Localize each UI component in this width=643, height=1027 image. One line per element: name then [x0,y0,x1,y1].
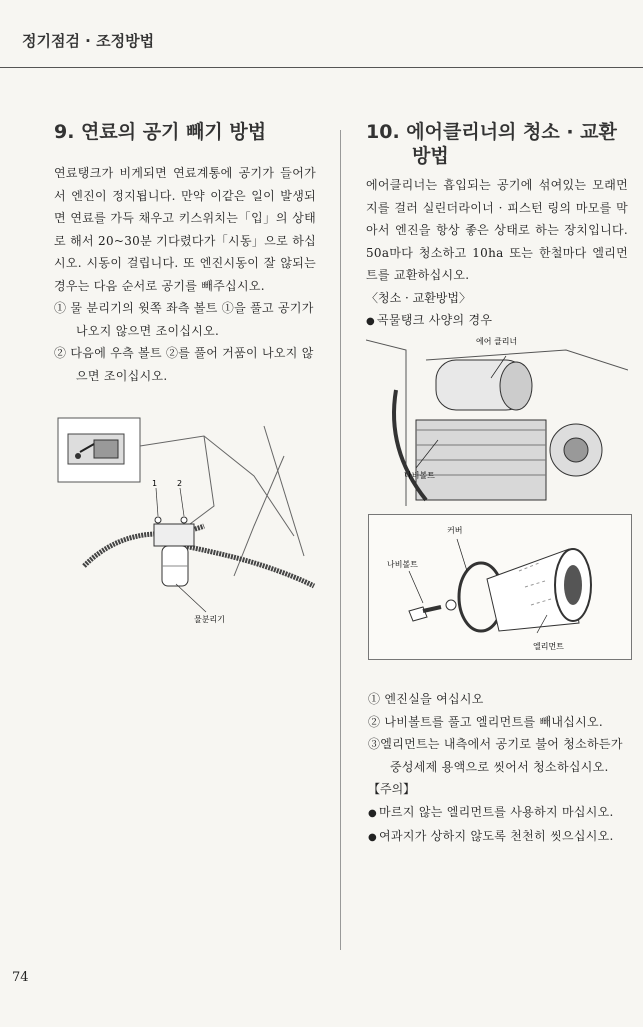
figure-label-2: 2 [177,479,183,488]
left-column [54,120,316,387]
grain-tank-bullet: ● 곡물탱크 사양의 경우 [366,309,628,334]
left-section-title: 9. 연료의 공기 빼기 방법 [54,121,267,143]
left-step-1: ① 물 분리기의 윗쪽 좌측 볼트 ①을 풀고 공기가 나오지 않으면 조이십시오. [54,301,314,338]
air-cleaner-location-figure [366,330,628,506]
right-lower-column [368,688,630,850]
water-separator-caption: 물분리기 [194,615,225,624]
left-intro-text: 연료탱크가 비게되면 연료계통에 공기가 들어가서 엔진이 정지됩니다. 만약 이같은 일이 발생되면 연료를 가득 채우고 키스위치는「입」의 상태로 해서 20~30분 기다렸다가「시동」으로 하십시오. 시동이 걸립니다. 또 엔진시동이 잘 않되는 경우는 다음 순서로 공기를 빼주십시오. [54,166,316,293]
header-divider [0,67,643,68]
right-intro-text: 에어클리너는 흡입되는 공기에 섞여있는 모래먼지를 걸러 실린더라이너 · 피스턴 링의 마모를 막아서 엔진을 항상 좋은 상태로 하는 장치입니다. 50a마다 청소하고 10ha 또는 한철마다 엘리먼트를 교환하십시오. [366,178,628,282]
air-cleaner-label: 에어 클리너 [476,337,518,346]
right-step-2: ② 나비볼트를 풀고 엘리먼트를 빼내십시오. [368,714,604,729]
wing-bolt-label-bottom: 나비볼트 [387,560,418,569]
right-title-line-2: 방법 [412,145,449,167]
right-title-line-1: 10. 에어클리너의 청소 · 교환 [366,121,617,143]
caution-label: 【주의】 [368,782,416,796]
caution-note-2: ● 여과지가 상하지 않도록 천천히 씻으십시오. [368,825,630,850]
element-label: 엘리먼트 [533,642,564,651]
air-cleaner-element-figure [368,514,632,660]
right-step-1: ① 엔진실을 여십시오 [368,692,484,706]
page-number: 74 [12,970,29,985]
figure-label-1: 1 [152,479,158,488]
procedure-subheading: 〈청소 · 교환방법〉 [366,290,471,305]
caution-note-1: ● 마르지 않는 엘리먼트를 사용하지 마십시오. [368,801,630,826]
cover-label: 커버 [447,526,463,535]
wing-bolt-label-top: 나비볼트 [404,471,435,480]
water-separator-figure [54,416,316,638]
right-step-3: ③엘리먼트는 내측에서 공기로 불어 청소하든가 중성세제 용액으로 씻어서 청소하십시오. [368,737,623,774]
right-section-title [366,120,628,168]
right-column [366,120,628,334]
section-header: 정기점검 · 조정방법 [22,32,155,50]
left-step-2: ② 다음에 우측 볼트 ②를 풀어 거품이 나오지 않으면 조이십시오. [54,346,314,383]
column-divider [340,130,341,950]
